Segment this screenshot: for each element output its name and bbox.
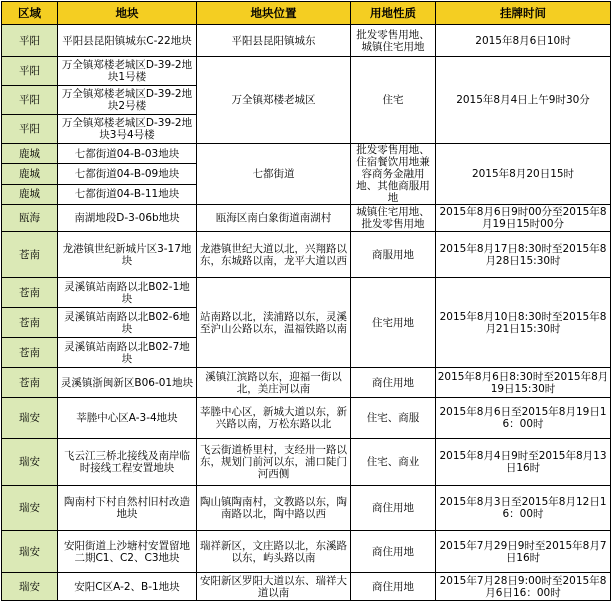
location-cell: 龙港镇世纪大道以北，兴翔路以东，东城路以南，龙平大道以西 [197,232,351,278]
time-cell: 2015年8月20日15时 [436,144,611,205]
usage-cell: 城镇住宅用地、批发零售用地 [351,205,436,232]
location-cell: 站南路以北，渎浦路以东，灵溪至沪山公路以东，温福铁路以南 [197,278,351,368]
parcel-cell: 七都街道04-B-11地块 [58,184,197,204]
header-region: 区域 [2,2,58,25]
parcel-cell: 安阳C区A-2、B-1地块 [58,573,197,601]
usage-cell: 批发零售用地、城镇住宅用地 [351,25,436,57]
region-cell: 苍南 [2,232,58,278]
usage-cell: 住宅用地 [351,278,436,368]
region-cell: 瑞安 [2,439,58,486]
location-cell: 万全镇郑楼老城区 [197,57,351,144]
table-row [2,398,611,439]
parcel-cell: 飞云江三桥北接线及南岸临时接线工程安置地块 [58,439,197,486]
usage-cell: 批发零售用地、住宿餐饮用地兼容商务金融用地、其他商服用地 [351,144,436,205]
land-auction-table [1,1,611,601]
usage-cell: 商服用地 [351,232,436,278]
table-row [2,368,611,398]
region-cell: 平阳 [2,86,58,115]
parcel-cell: 七都街道04-B-09地块 [58,164,197,184]
location-cell: 莘塍中心区，新城大道以东，新兴路以南，万松东路以北 [197,398,351,439]
time-cell: 2015年8月6日至2015年8月19日16：00时 [436,398,611,439]
usage-cell: 住宅、商服 [351,398,436,439]
region-cell: 平阳 [2,25,58,57]
parcel-cell: 七都街道04-B-03地块 [58,144,197,164]
region-cell: 苍南 [2,368,58,398]
time-cell: 2015年8月10日8:30时至2015年8月21日15:30时 [436,278,611,368]
region-cell: 瑞安 [2,486,58,531]
usage-cell: 商住用地 [351,573,436,601]
parcel-cell: 灵溪镇浙闽新区B06-01地块 [58,368,197,398]
region-cell: 苍南 [2,278,58,308]
location-cell: 安阳新区罗阳大道以东、瑞祥大道以南 [197,573,351,601]
parcel-cell: 万全镇郑楼老城区D-39-2地块3号4号楼 [58,115,197,144]
table-row [2,57,611,86]
time-cell: 2015年8月17日8:30时至2015年8月28日15:30时 [436,232,611,278]
parcel-cell: 灵溪镇站南路以北B02-6地块 [58,308,197,338]
usage-cell: 商住用地 [351,531,436,573]
location-cell: 七都街道 [197,144,351,205]
time-cell: 2015年7月28日9:00时至2015年8月6日16：00时 [436,573,611,601]
parcel-cell: 万全镇郑楼老城区D-39-2地块2号楼 [58,86,197,115]
header-row [2,2,611,25]
time-cell: 2015年8月6日10时 [436,25,611,57]
parcel-cell: 灵溪镇站南路以北B02-7地块 [58,338,197,368]
usage-cell: 住宅 [351,57,436,144]
parcel-cell: 南湖地段D-3-06b地块 [58,205,197,232]
table-row [2,486,611,531]
parcel-cell: 龙港镇世纪新城片区3-17地块 [58,232,197,278]
header-time: 挂牌时间 [436,2,611,25]
region-cell: 鹿城 [2,184,58,204]
location-cell: 瓯海区南白象街道南湖村 [197,205,351,232]
table-row [2,531,611,573]
usage-cell: 住宅、商业 [351,439,436,486]
table-row [2,144,611,164]
location-cell: 溪镇江滨路以东，迎福一街以北，美庄河以南 [197,368,351,398]
region-cell: 苍南 [2,308,58,338]
time-cell: 2015年8月4日上午9时30分 [436,57,611,144]
region-cell: 瑞安 [2,531,58,573]
time-cell: 2015年8月3日至2015年8月12日16：00时 [436,486,611,531]
time-cell: 2015年8月4日9时至2015年8月13日16时 [436,439,611,486]
region-cell: 平阳 [2,115,58,144]
parcel-cell: 莘塍中心区A-3-4地块 [58,398,197,439]
parcel-cell: 安阳街道上沙塘村安置留地二期C1、C2、C3地块 [58,531,197,573]
time-cell: 2015年8月6日9时00分至2015年8月19日15时00分 [436,205,611,232]
parcel-cell: 万全镇郑楼老城区D-39-2地块1号楼 [58,57,197,86]
region-cell: 瑞安 [2,573,58,601]
location-cell: 飞云街道桥里村，支经卅一路以东，规划门前河以东，浦口陡门河西侧 [197,439,351,486]
usage-cell: 商住用地 [351,486,436,531]
time-cell: 2015年8月6日8:30时至2015年8月19日15:30时 [436,368,611,398]
region-cell: 鹿城 [2,164,58,184]
table-row [2,25,611,57]
location-cell: 平阳县昆阳镇城东 [197,25,351,57]
header-parcel: 地块 [58,2,197,25]
region-cell: 瑞安 [2,398,58,439]
parcel-cell: 平阳县昆阳镇城东C-22地块 [58,25,197,57]
time-cell: 2015年7月29日9时至2015年8月7日16时 [436,531,611,573]
region-cell: 平阳 [2,57,58,86]
table-row [2,439,611,486]
parcel-cell: 灵溪镇站南路以北B02-1地块 [58,278,197,308]
region-cell: 瓯海 [2,205,58,232]
usage-cell: 商住用地 [351,368,436,398]
region-cell: 苍南 [2,338,58,368]
table-row [2,232,611,278]
table-row [2,205,611,232]
parcel-cell: 陶南村下村自然村旧村改造地块 [58,486,197,531]
table-row [2,278,611,308]
region-cell: 鹿城 [2,144,58,164]
location-cell: 瑞祥新区，文庄路以北，东溪路以东，屿头路以南 [197,531,351,573]
table-row [2,573,611,601]
header-usage: 用地性质 [351,2,436,25]
header-location: 地块位置 [197,2,351,25]
location-cell: 陶山镇陶南村，文教路以东，陶南路以北，陶中路以西 [197,486,351,531]
